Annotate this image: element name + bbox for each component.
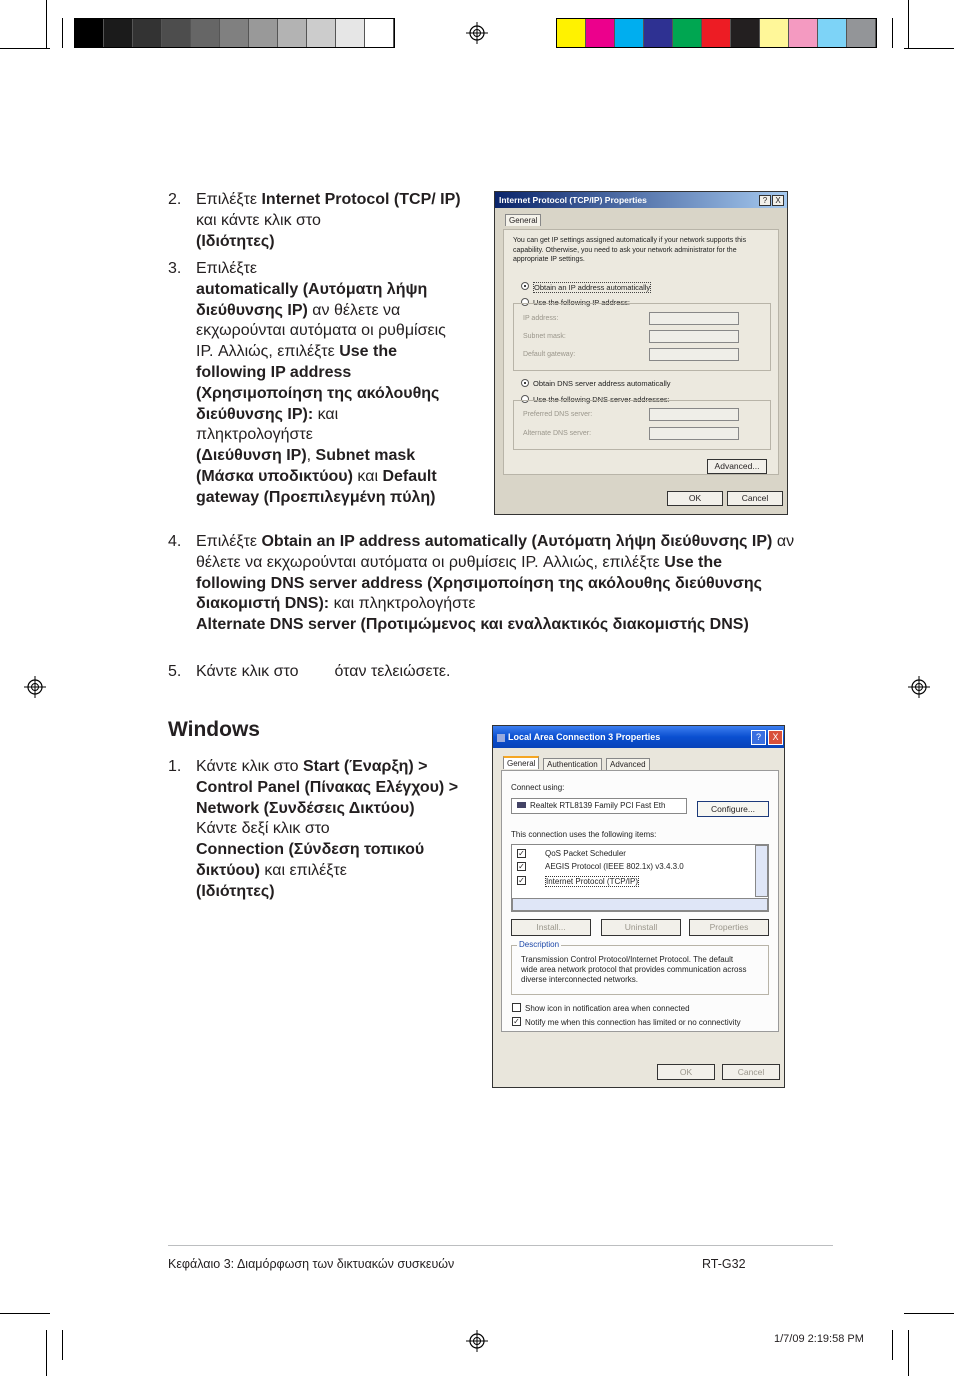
cancel-button[interactable]: Cancel — [722, 1064, 780, 1080]
step-3-text: Επιλέξτε automatically (Αυτόματη λήψη διεύθυνσης IP) αν θέλετε να εκχωρούνται αυτόματα οι ρυθμίσεις IP. Αλλιώς, επιλέξτε Use the following IP address (Χρησιμοποίηση της ακόλουθης διεύθυνσης IP): και πληκτρολογήστε (Διεύθυνση IP), Subnet mask (Μάσκα υποδικτύου) και Default gateway (Προεπιλεγμένη πύλη) — [196, 260, 446, 506]
lan-properties-dialog — [492, 725, 785, 1088]
show-icon-checkbox[interactable] — [512, 1003, 521, 1012]
manual-ip-label: Use the following IP address: — [533, 298, 630, 307]
step-number: 5. — [168, 663, 182, 680]
item-checkbox[interactable]: ✓ — [518, 862, 525, 871]
tab-authentication[interactable]: Authentication — [543, 758, 602, 770]
cmyk-color-bar — [556, 18, 877, 48]
advanced-button[interactable]: Advanced... — [707, 459, 767, 474]
notify-checkbox[interactable]: ✓ — [513, 1017, 520, 1026]
alternate-dns-field[interactable] — [649, 427, 739, 440]
tab-general[interactable]: General — [505, 214, 541, 226]
default-gateway-field[interactable] — [649, 348, 739, 361]
ok-button[interactable]: OK — [667, 491, 723, 506]
step-number: 3. — [168, 260, 182, 277]
connect-using-label: Connect using: — [511, 783, 565, 792]
install-button[interactable]: Install... — [511, 919, 591, 936]
items-label: This connection uses the following items: — [511, 830, 657, 839]
footer-chapter: Κεφάλαιο 3: Διαμόρφωση των δικτυακών συσκευών — [168, 1257, 455, 1271]
registration-mark-icon — [466, 1330, 488, 1352]
auto-dns-label: Obtain DNS server address automatically — [533, 379, 671, 388]
grayscale-color-bar — [74, 18, 395, 48]
windows-step-1-text: Κάντε κλικ στο Start (Έναρξη) > Control Panel (Πίνακας Ελέγχου) > Network (Συνδέσεις Δικτύου) Κάντε δεξί κλικ στο Connection (Σύνδεση τοπικού δικτύου) και επιλέξτε (Ιδιότητες) — [196, 758, 459, 900]
item-checkbox[interactable]: ✓ — [518, 849, 525, 858]
cancel-button[interactable]: Cancel — [727, 491, 783, 506]
list-item[interactable]: AEGIS Protocol (IEEE 802.1x) v3.4.3.0 — [545, 862, 684, 871]
step-number: 2. — [168, 191, 182, 208]
adapter-name: Realtek RTL8139 Family PCI Fast Eth — [517, 801, 665, 810]
subnet-mask-field[interactable] — [649, 330, 739, 343]
dialog-title-bar: Internet Protocol (TCP/IP) Properties — [495, 192, 787, 208]
network-adapter-icon — [517, 802, 526, 808]
auto-ip-label: Obtain an IP address automatically — [534, 283, 651, 292]
step-number: 1. — [168, 758, 182, 775]
subnet-mask-label: Subnet mask: — [523, 333, 566, 340]
step-2-text: Επιλέξτε Internet Protocol (TCP/ IP) και κάντε κλικ στο (Ιδιότητες) — [196, 191, 461, 250]
horizontal-scrollbar[interactable] — [512, 898, 768, 911]
configure-button[interactable]: Configure... — [697, 801, 769, 817]
vertical-scrollbar[interactable] — [755, 845, 768, 897]
list-item[interactable]: Internet Protocol (TCP/IP) — [546, 877, 639, 886]
properties-button[interactable]: Properties — [689, 919, 769, 936]
default-gateway-label: Default gateway: — [523, 351, 576, 358]
help-button[interactable]: ? — [751, 730, 766, 745]
auto-dns-radio[interactable] — [521, 379, 529, 387]
help-button[interactable]: ? — [759, 195, 771, 206]
close-button[interactable]: X — [772, 195, 784, 206]
uninstall-button[interactable]: Uninstall — [601, 919, 681, 936]
list-item[interactable]: QoS Packet Scheduler — [545, 849, 626, 858]
ok-button[interactable]: OK — [657, 1064, 715, 1080]
show-icon-label: Show icon in notification area when connected — [525, 1004, 690, 1013]
alternate-dns-label: Alternate DNS server: — [523, 430, 592, 437]
ip-address-label: IP address: — [523, 315, 559, 322]
dialog-title-bar: Local Area Connection 3 Properties — [493, 726, 784, 748]
item-checkbox[interactable]: ✓ — [518, 876, 525, 885]
tab-general[interactable]: General — [503, 756, 539, 769]
ip-address-field[interactable] — [649, 312, 739, 325]
step-4-text: Επιλέξτε Obtain an IP address automatically (Αυτόματη λήψη διεύθυνσης IP) αν θέλετε να εκχωρούνται αυτόματα οι ρυθμίσεις IP. Αλλιώς, επιλέξτε Use the following DNS server address (Χρησιμοποίηση της ακόλουθης διεύθυνσης διακομιστή DNS): και πληκτρολογήστε Alternate DNS server (Προτιμώμενος και εναλλακτικός διακομιστής DNS) — [196, 533, 795, 634]
tab-advanced[interactable]: Advanced — [606, 758, 650, 770]
intro-text: You can get IP settings assigned automatically if your network supports this capability. Otherwise, you need to ask your network administrator for the appropriate IP settings. — [513, 237, 747, 263]
window-icon — [497, 734, 505, 742]
print-timestamp: 1/7/09 2:19:58 PM — [774, 1333, 864, 1345]
auto-ip-radio[interactable] — [521, 282, 529, 290]
footer-model: RT-G32 — [702, 1257, 746, 1271]
registration-mark-icon — [466, 22, 488, 44]
preferred-dns-label: Preferred DNS server: — [523, 411, 593, 418]
manual-dns-label: Use the following DNS server addresses: — [533, 395, 670, 404]
notify-label: Notify me when this connection has limited or no connectivity — [525, 1018, 741, 1027]
tcpip-properties-dialog — [494, 191, 788, 515]
footer-rule — [168, 1245, 833, 1246]
step-number: 4. — [168, 533, 182, 550]
registration-mark-icon — [24, 676, 46, 698]
description-label: Description — [519, 940, 560, 949]
close-button[interactable]: X — [768, 730, 783, 745]
registration-mark-icon — [908, 676, 930, 698]
description-text: Transmission Control Protocol/Internet Protocol. The default wide area network protocol that provides communication across diverse interconnected networks. — [521, 955, 747, 984]
section-heading: Windows — [168, 718, 260, 741]
preferred-dns-field[interactable] — [649, 408, 739, 421]
step-5-text: Κάντε κλικ στο όταν τελειώσετε. — [196, 663, 451, 680]
